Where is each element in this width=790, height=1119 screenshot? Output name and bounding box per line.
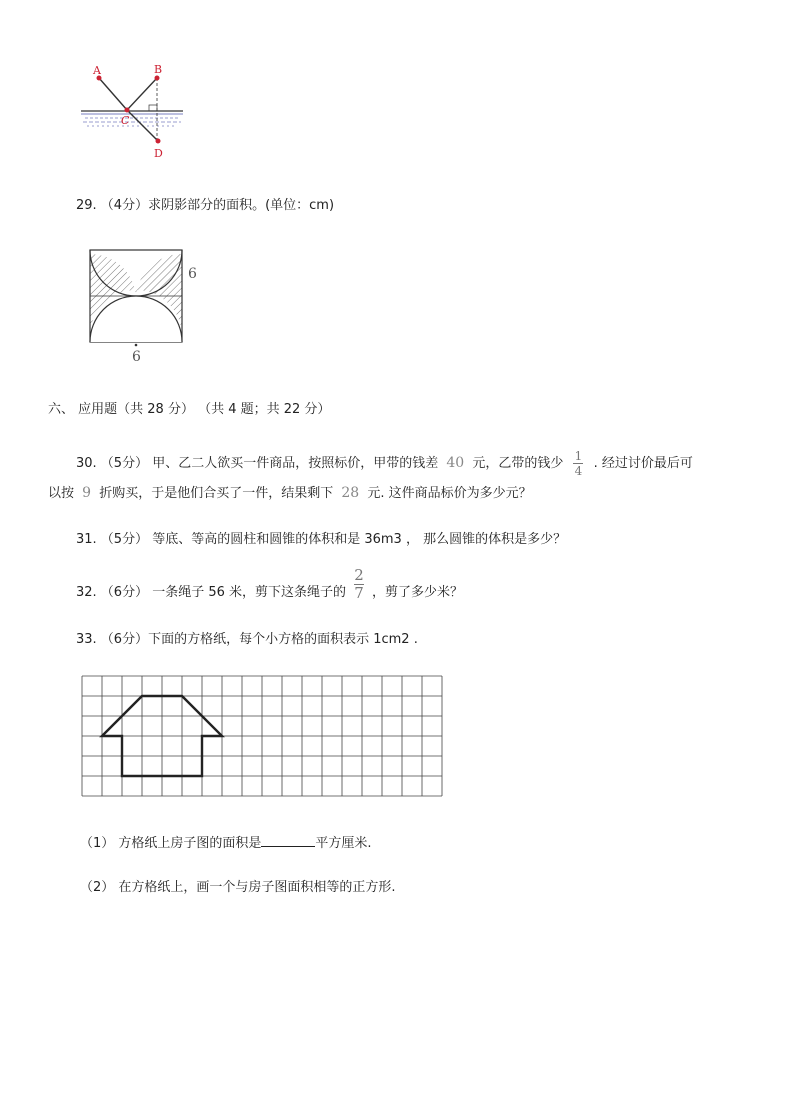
q33-text: 33. （6分）下面的方格纸，每个小方格的面积表示 1cm2 . (76, 632, 418, 647)
reflection-figure (75, 60, 195, 160)
q30-fraction (573, 450, 583, 477)
house-grid[interactable] (80, 674, 452, 800)
q30-frac-den: 4 (574, 464, 583, 478)
q32-part1: 32. （6分） 一条绳子 56 米，剪下这条绳子的 (76, 585, 347, 600)
q29-text: 29. （4分）求阴影部分的面积。(单位：cm) (76, 198, 335, 213)
q32-frac-num: 2 (354, 566, 364, 584)
q32-frac-den: 7 (354, 584, 364, 602)
q30-n28: 28 (341, 485, 360, 501)
sub1-text-b: 平方厘米. (315, 836, 372, 851)
q29-figure (84, 244, 214, 366)
q30-part4: 以按 (48, 486, 75, 501)
q30-line1 (76, 450, 693, 477)
q31-text: 31. （5分） 等底、等高的圆柱和圆锥的体积和是 36m3 ， 那么圆锥的体积是多少？ (76, 532, 567, 547)
q30-n9: 9 (82, 485, 92, 501)
label-c: C (121, 114, 130, 127)
label-d: D (154, 147, 163, 160)
answer-blank[interactable] (261, 834, 315, 847)
q30-n40: 40 (446, 455, 465, 471)
label-b: B (154, 63, 163, 76)
q30-part2: 元，乙带的钱少 (472, 456, 564, 471)
grid-lines (82, 676, 442, 796)
side-label: 6 (188, 266, 197, 282)
label-a: A (93, 64, 101, 77)
q30-part5: 折购买，于是他们合买了一件，结果剩下 (99, 486, 334, 501)
q30-part3: . 经过讨价最后可 (593, 456, 693, 471)
q30-part6: 元. 这件商品标价为多少元？ (367, 486, 532, 501)
q33-sub2: （2） 在方格纸上，画一个与房子图面积相等的正方形. (80, 880, 396, 895)
sub1-text-a: （1） 方格纸上房子图的面积是 (80, 836, 262, 851)
q30-line2 (48, 482, 532, 501)
q30-frac-num: 1 (574, 449, 583, 463)
bottom-label: 6 (132, 349, 141, 365)
q32-fraction (354, 568, 364, 601)
q33-sub1 (80, 832, 372, 851)
q32-part2: ，剪了多少米？ (372, 585, 464, 600)
q32-line (76, 566, 464, 607)
q30-part1: 30. （5分） 甲、乙二人欲买一件商品，按照标价，甲带的钱差 (76, 456, 439, 471)
section-heading: 六、 应用题（共 28 分） （共 4 题；共 22 分） (48, 402, 331, 417)
